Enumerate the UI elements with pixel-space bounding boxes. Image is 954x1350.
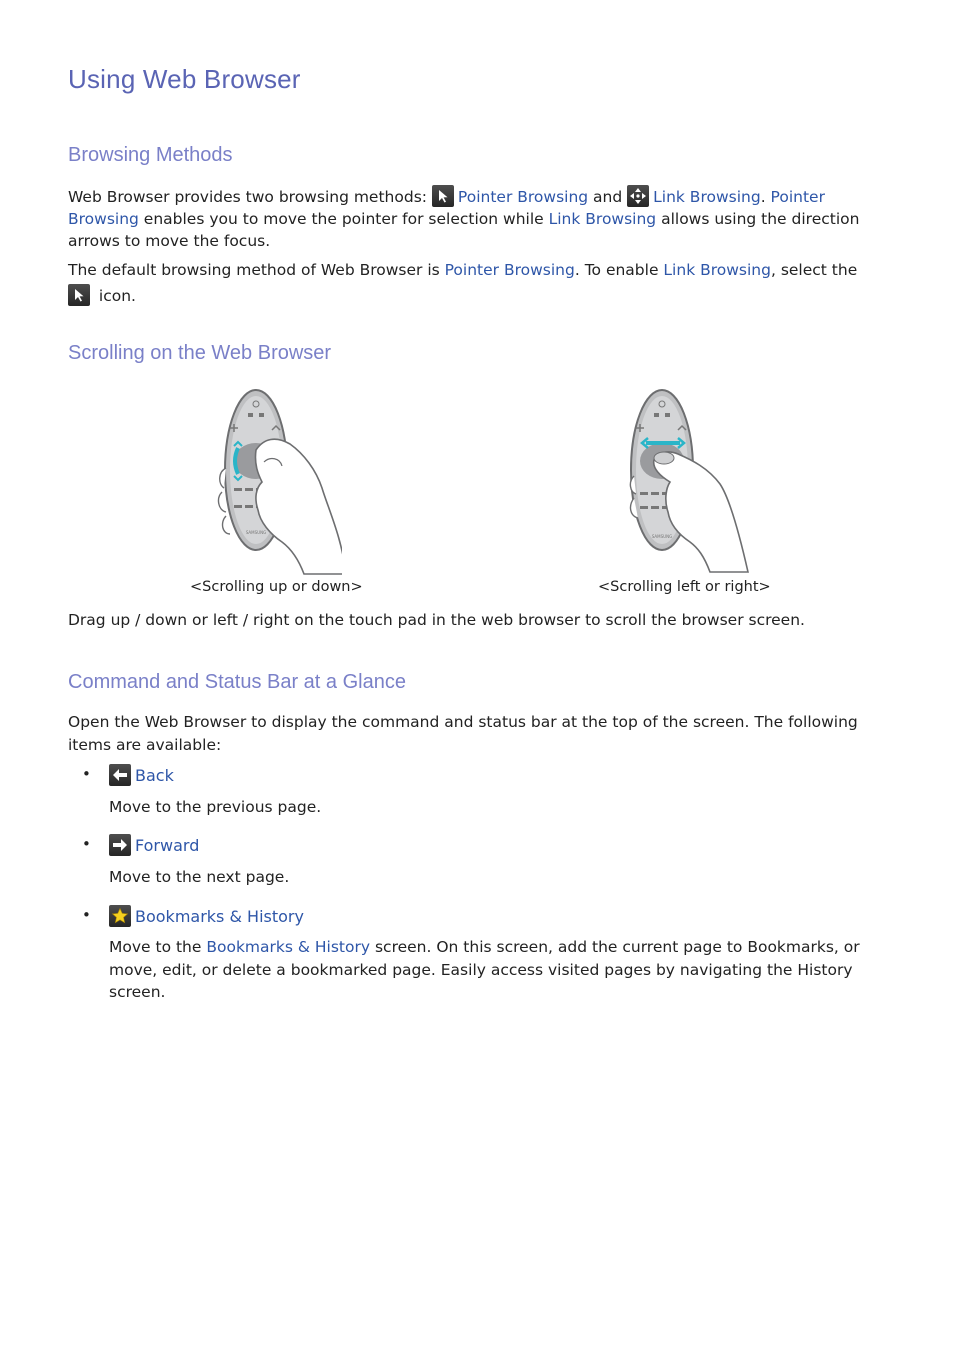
- section-heading-scrolling: Scrolling on the Web Browser: [68, 342, 332, 364]
- pointer-browsing-term: Pointer Browsing: [444, 261, 575, 279]
- text: .: [760, 188, 771, 206]
- figure-scroll-horizontal: [624, 388, 754, 582]
- bullet: •: [82, 765, 91, 783]
- remote-brand-label: SAMSUNG: [651, 534, 673, 539]
- text: icon.: [94, 287, 136, 305]
- browsing-methods-paragraph-1: [68, 185, 888, 252]
- caption-scroll-vertical: <Scrolling up or down>: [190, 579, 363, 595]
- item-title-bookmarks-history: [109, 905, 304, 927]
- link-browsing-term: Link Browsing: [653, 188, 761, 206]
- forward-arrow-icon: [109, 834, 131, 856]
- bookmarks-history-term: Bookmarks & History: [206, 938, 371, 956]
- text: allows using the direction arrows to move the focus.: [68, 210, 860, 250]
- link-browsing-term: Link Browsing: [548, 210, 657, 228]
- pointer-cursor-icon: [68, 284, 90, 306]
- item-title-back: [109, 764, 174, 786]
- bullet: •: [82, 906, 91, 924]
- text: The default browsing method of Web Browser is: [68, 261, 445, 279]
- text: Move to the: [109, 938, 207, 956]
- pointer-browsing-term: Pointer Browsing: [457, 188, 589, 206]
- page-title: Using Web Browser: [68, 64, 301, 94]
- scrolling-paragraph: Drag up / down or left / right on the touch pad in the web browser to scroll the browser screen.: [68, 611, 805, 629]
- pointer-browsing-term: Pointer Browsing: [68, 188, 825, 228]
- star-icon: [109, 905, 131, 927]
- caption-scroll-horizontal: <Scrolling left or right>: [598, 579, 771, 595]
- bullet: •: [82, 835, 91, 853]
- item-title-label: Bookmarks & History: [135, 907, 304, 926]
- remote-hand-vertical-illustration: [212, 388, 342, 578]
- command-bar-intro: Open the Web Browser to display the command and status bar at the top of the screen. The following items are available:: [68, 713, 858, 754]
- text: enables you to move the pointer for selection while: [138, 210, 549, 228]
- text: Web Browser provides two browsing methods:: [68, 188, 432, 206]
- item-desc-back: Move to the previous page.: [109, 798, 322, 816]
- remote-hand-horizontal-illustration: [624, 388, 754, 578]
- link-browsing-term: Link Browsing: [663, 261, 771, 279]
- item-title-forward: [109, 834, 199, 856]
- remote-brand-label: SAMSUNG: [245, 530, 267, 535]
- text: screen. On this screen, add the current page to Bookmarks, or move, edit, or delete a bookmarked page. Easily access visited pages by navigating the History screen.: [109, 938, 860, 1001]
- text: . To enable: [574, 261, 664, 279]
- section-heading-browsing-methods: Browsing Methods: [68, 144, 233, 166]
- text: and: [588, 188, 628, 206]
- browsing-methods-paragraph-2: [68, 257, 888, 309]
- figure-scroll-vertical: [212, 388, 342, 582]
- text: , select the: [770, 261, 858, 279]
- pointer-cursor-icon: [432, 185, 454, 207]
- item-title-label: Back: [135, 766, 174, 785]
- item-desc-forward: Move to the next page.: [109, 868, 290, 886]
- item-desc-bookmarks-history: [109, 936, 889, 1004]
- section-heading-command-bar: Command and Status Bar at a Glance: [68, 671, 406, 693]
- back-arrow-icon: [109, 764, 131, 786]
- four-way-arrows-icon: [627, 185, 649, 207]
- item-title-label: Forward: [135, 836, 200, 855]
